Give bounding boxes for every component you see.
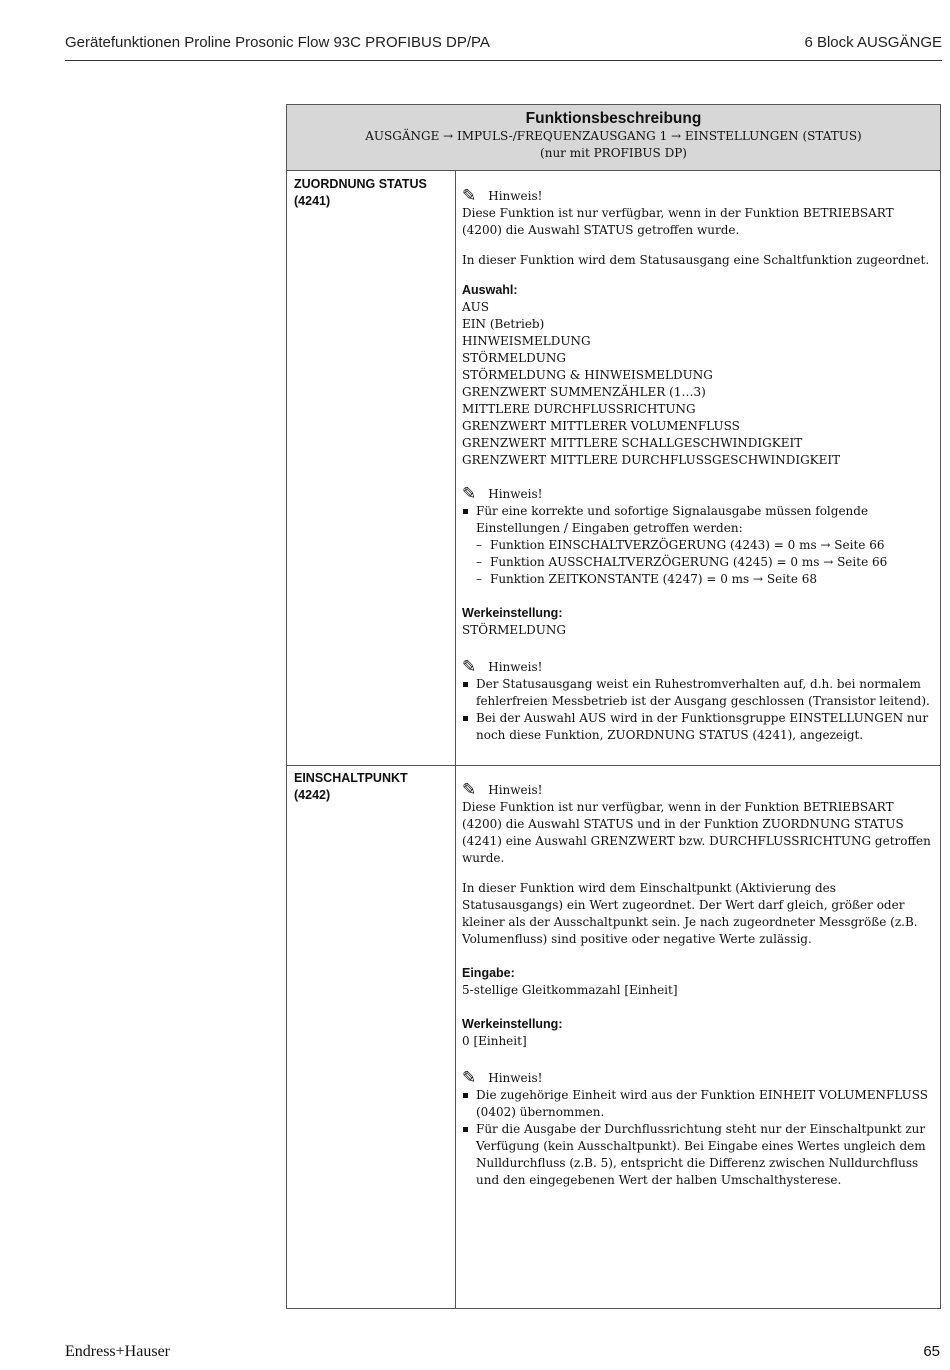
- default-label: Werkeinstellung:: [462, 606, 563, 620]
- hint: [462, 1070, 936, 1087]
- options-list: [462, 299, 936, 469]
- function-code: (4242): [294, 788, 331, 802]
- hint-label: Hinweis!: [488, 783, 543, 797]
- input-label: Eingabe:: [462, 966, 515, 980]
- function-name: EINSCHALTPUNKT: [294, 771, 408, 785]
- hint-label: Hinweis!: [488, 660, 543, 674]
- hint-text: Diese Funktion ist nur verfügbar, wenn in der Funktion BETRIEBSART (4200) die Auswahl STATUS getroffen wurde.: [462, 206, 894, 237]
- bullet-item: Bei der Auswahl AUS wird in der Funktionsgruppe EINSTELLUNGEN nur noch diese Funktion, ZUORDNUNG STATUS (4241), angezeigt.: [462, 710, 936, 744]
- option-item: AUS: [462, 300, 489, 314]
- hint-label: Hinweis!: [488, 1071, 543, 1085]
- table-path: AUSGÄNGE → IMPULS-/FREQUENZAUSGANG 1 → EINSTELLUNGEN (STATUS): [365, 129, 862, 143]
- hint-bullets: [462, 1087, 936, 1189]
- bullet-item: Der Statusausgang weist ein Ruhestromverhalten auf, d.h. bei normalem fehlerfreien Messbetrieb ist der Ausgang geschlossen (Transistor leitend).: [462, 676, 936, 710]
- bullet-item: Die zugehörige Einheit wird aus der Funktion EINHEIT VOLUMENFLUSS (0402) übernommen.: [462, 1087, 936, 1121]
- page-header-right: 6 Block AUSGÄNGE: [804, 34, 942, 51]
- hint-label: Hinweis!: [488, 189, 543, 203]
- input-value: 5-stellige Gleitkommazahl [Einheit]: [462, 983, 678, 997]
- pencil-icon: ✎: [462, 1068, 477, 1088]
- hint: [462, 782, 936, 799]
- pencil-icon: ✎: [462, 780, 477, 800]
- hint-bullets: [462, 676, 936, 744]
- dash-item: – Funktion AUSSCHALTVERZÖGERUNG (4245) = 0 ms → Seite 66: [462, 554, 936, 571]
- default-value: STÖRMELDUNG: [462, 623, 566, 637]
- pencil-icon: ✎: [462, 484, 477, 504]
- function-name-einschaltpunkt: [294, 770, 408, 804]
- row-divider: [287, 765, 940, 766]
- bullet-text: Für eine korrekte und sofortige Signalausgabe müssen folgende Einstellungen / Eingaben getroffen werden:: [476, 504, 869, 535]
- footer-brand: Endress+Hauser: [65, 1343, 170, 1360]
- dash-list: [462, 537, 936, 588]
- option-item: STÖRMELDUNG: [462, 351, 566, 365]
- function-name-zuordnung-status: [294, 176, 427, 210]
- hint-text: Diese Funktion ist nur verfügbar, wenn in der Funktion BETRIEBSART (4200) die Auswahl STATUS und in der Funktion ZUORDNUNG STATUS (4241) eine Auswahl GRENZWERT bzw. DURCHFLUSSRICHTUNG getroffen wurde.: [462, 800, 931, 865]
- dash-item: – Funktion ZEITKONSTANTE (4247) = 0 ms → Seite 68: [462, 571, 936, 588]
- page-number: 65: [923, 1343, 940, 1360]
- pencil-icon: ✎: [462, 186, 477, 206]
- hint: [462, 188, 936, 205]
- pencil-icon: ✎: [462, 657, 477, 677]
- hint: [462, 486, 936, 503]
- default-label: Werkeinstellung:: [462, 1017, 563, 1031]
- option-item: EIN (Betrieb): [462, 317, 545, 331]
- page-header-left: Gerätefunktionen Proline Prosonic Flow 93C PROFIBUS DP/PA: [65, 34, 490, 51]
- table-path-note: (nur mit PROFIBUS DP): [540, 146, 687, 160]
- default-value: 0 [Einheit]: [462, 1034, 527, 1048]
- header-rule: [65, 60, 942, 61]
- option-item: GRENZWERT MITTLERE SCHALLGESCHWINDIGKEIT: [462, 436, 803, 450]
- function-name: ZUORDNUNG STATUS: [294, 177, 427, 191]
- hint-label: Hinweis!: [488, 487, 543, 501]
- hint: [462, 659, 936, 676]
- option-item: HINWEISMELDUNG: [462, 334, 591, 348]
- bullet-item: [462, 503, 936, 537]
- column-divider: [455, 171, 456, 1308]
- function-description-zuordnung-status: [462, 188, 936, 744]
- function-code: (4241): [294, 194, 331, 208]
- function-desc: In dieser Funktion wird dem Einschaltpunkt (Aktivierung des Statusausgangs) ein Wert zugeordnet. Der Wert darf gleich, größer oder kleiner als der Ausschaltpunkt sein. Je nach zugeordneter Messgröße (z.B. Volumenfluss) sind positive oder negative Werte zulässig.: [462, 881, 918, 946]
- option-item: GRENZWERT MITTLERE DURCHFLUSSGESCHWINDIGKEIT: [462, 453, 841, 467]
- hint-bullets: [462, 503, 936, 537]
- dash-item: – Funktion EINSCHALTVERZÖGERUNG (4243) = 0 ms → Seite 66: [462, 537, 936, 554]
- option-item: GRENZWERT SUMMENZÄHLER (1…3): [462, 385, 706, 399]
- option-item: MITTLERE DURCHFLUSSRICHTUNG: [462, 402, 696, 416]
- function-table: [286, 104, 941, 1309]
- table-header: [287, 105, 940, 171]
- option-item: GRENZWERT MITTLERER VOLUMENFLUSS: [462, 419, 740, 433]
- option-item: STÖRMELDUNG & HINWEISMELDUNG: [462, 368, 713, 382]
- function-description-einschaltpunkt: [462, 782, 936, 1189]
- options-label: Auswahl:: [462, 283, 518, 297]
- bullet-item: Für die Ausgabe der Durchflussrichtung steht nur der Einschaltpunkt zur Verfügung (kein Ausschaltpunkt). Bei Eingabe eines Wertes ungleich dem Nulldurchfluss (z.B. 5), entspricht die Differenz zwischen Nulldurchfluss und den eingegebenen Wert der halben Umschalthysterese.: [462, 1121, 936, 1189]
- function-desc: In dieser Funktion wird dem Statusausgang eine Schaltfunktion zugeordnet.: [462, 253, 930, 267]
- table-title: Funktionsbeschreibung: [525, 110, 702, 127]
